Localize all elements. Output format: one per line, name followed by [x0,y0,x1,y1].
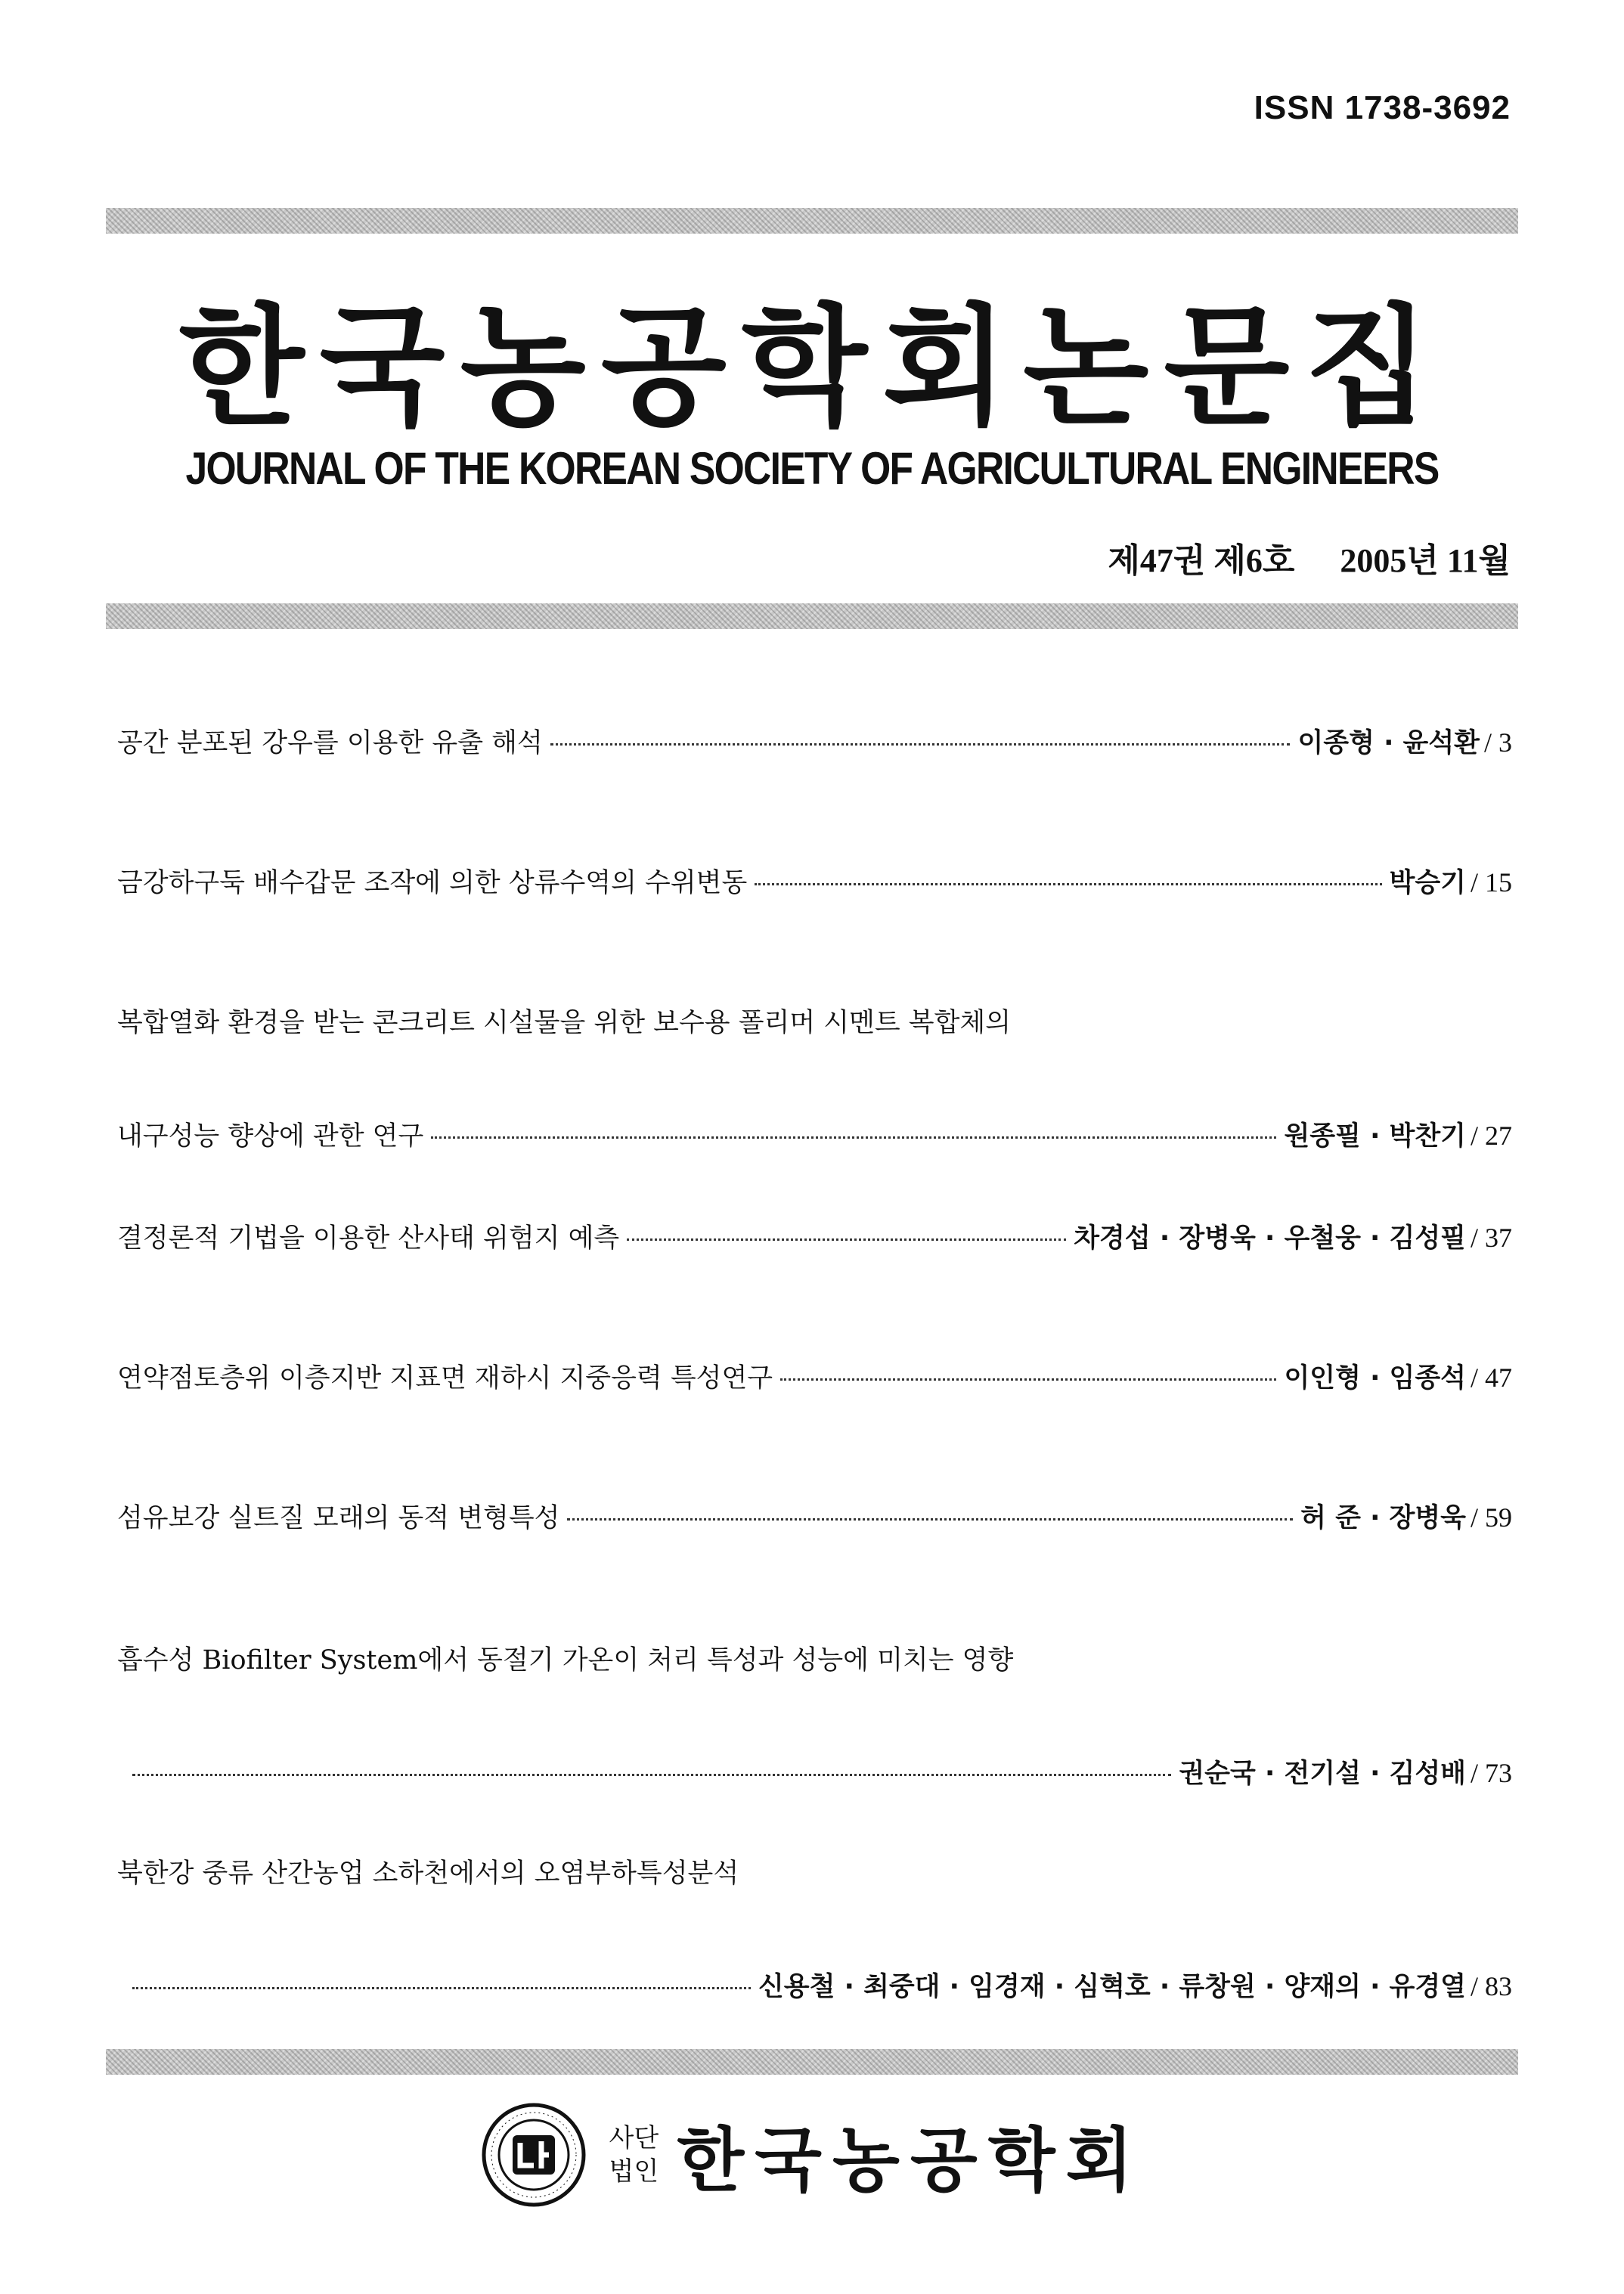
article-authors: 이종형 · 윤석환 [1297,728,1480,758]
dot-leader [755,883,1381,885]
article-title: 복합열화 환경을 받는 콘크리트 시설물을 위한 보수용 폴리머 시멘트 복합체의 [117,1008,1012,1038]
article-title: 북한강 중류 산간농업 소하천에서의 오염부하특성분석 [117,1858,739,1889]
corporation-type [609,2122,659,2188]
toc-entry[interactable] [117,722,1512,767]
article-authors: 권순국 · 전기설 · 김성배 [1179,1759,1466,1789]
dot-leader [431,1136,1276,1139]
article-page: / 73 [1470,1758,1512,1788]
article-page: / 27 [1470,1121,1512,1151]
article-authors: 박승기 [1389,868,1466,898]
article-page: / 3 [1483,727,1512,758]
article-page: / 59 [1470,1502,1512,1533]
article-authors: 신용철 · 최중대 · 임경재 · 심혁호 · 류창원 · 양재의 · 유경열 [758,1972,1466,2002]
article-authors: 이인형 · 임종석 [1284,1363,1466,1393]
journal-title-korean: 한국농공학회논문집 [178,291,1446,443]
dot-leader [132,1987,751,1989]
publisher-name: 한국농공학회 [677,2120,1144,2201]
corp-label-line2: 법인 [609,2156,659,2187]
volume-number: 제47권 제6호 [1108,542,1295,579]
top-divider-band [106,208,1518,234]
toc-entry[interactable] [117,1639,1512,1798]
corp-label-line1: 사단 [609,2123,659,2153]
toc-entry[interactable] [117,1497,1512,1542]
dot-leader [627,1238,1066,1241]
article-title: 금강하구둑 배수갑문 조작에 의한 상류수역의 수위변동 [117,868,748,898]
publisher-footer [0,2102,1624,2208]
toc-entry[interactable] [117,1852,1512,2011]
dot-leader [780,1378,1276,1381]
journal-title-english: JOURNAL OF THE KOREAN SOCIETY OF AGRICULTURAL ENGINEERS [185,443,1439,494]
article-page: / 83 [1470,1971,1512,2001]
article-title: 결정론적 기법을 이용한 산사태 위험지 예측 [117,1223,620,1254]
toc-entry[interactable] [117,1002,1512,1161]
issue-info [1108,533,1511,581]
toc-entry[interactable] [117,1217,1512,1263]
toc-entry[interactable] [117,1357,1512,1403]
dot-leader [567,1518,1293,1521]
article-authors: 허 준 · 장병욱 [1300,1503,1466,1533]
dot-leader [550,743,1291,746]
article-title: 섬유보강 실트질 모래의 동적 변형특성 [117,1503,560,1533]
article-page: / 15 [1470,867,1512,897]
article-title-continued: 내구성능 향상에 관한 연구 [117,1121,424,1152]
toc-entry[interactable] [117,862,1512,907]
article-title: 흡수성 Biofilter System에서 동절기 가온이 처리 특성과 성능에 미치는 영향 [117,1645,1014,1676]
article-page: / 37 [1470,1223,1512,1253]
article-title: 연약점토층위 이층지반 지표면 재하시 지중응력 특성연구 [117,1363,773,1393]
dot-leader [132,1774,1171,1776]
article-title: 공간 분포된 강우를 이용한 유출 해석 [117,728,543,758]
bottom-divider-band [106,2049,1518,2075]
society-seal-icon [481,2102,587,2208]
article-authors: 차경섭 · 장병욱 · 우철웅 · 김성필 [1074,1223,1466,1254]
article-page: / 47 [1470,1362,1512,1393]
article-authors: 원종필 · 박찬기 [1284,1121,1466,1152]
issn-number: ISSN 1738-3692 [1254,89,1511,126]
issue-date: 2005년 11월 [1340,542,1511,579]
middle-divider-band [106,603,1518,629]
